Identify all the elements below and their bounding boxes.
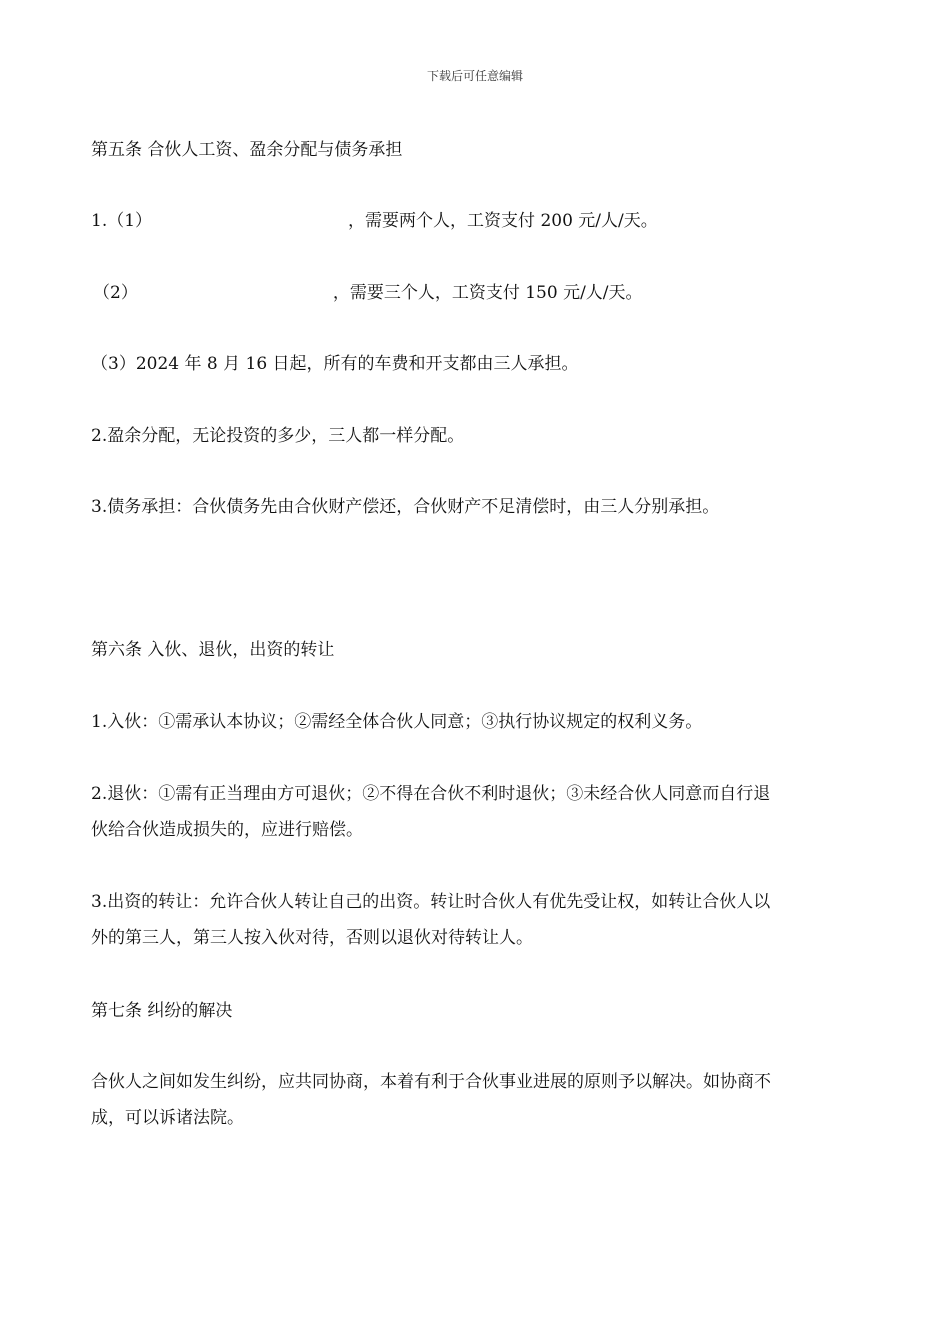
section-5-item-1-1 (91, 203, 871, 239)
section-6-title: 第六条 入伙、退伙，出资的转让 (91, 640, 335, 660)
page-header: 下载后可任意编辑 (426, 69, 523, 83)
section-6-item-2-line-2: 伙给合伙造成损失的，应进行赔偿。 (91, 820, 363, 840)
item-1-2-prefix: （2） (93, 283, 138, 303)
section-5-item-2: 2.盈余分配，无论投资的多少，三人都一样分配。 (91, 426, 465, 446)
item-1-1-suffix: ，需要两个人，工资支付 200 元/人/天。 (348, 211, 658, 231)
section-6-item-1: 1.入伙：①需承认本协议；②需经全体合伙人同意；③执行协议规定的权利义务。 (91, 712, 703, 732)
section-7-body-line-1: 合伙人之间如发生纠纷，应共同协商，本着有利于合伙事业进展的原则予以解决。如协商不 (91, 1072, 771, 1092)
section-7-body-line-2: 成，可以诉诸法院。 (91, 1108, 244, 1128)
section-5-item-3: 3.债务承担：合伙债务先由合伙财产偿还，合伙财产不足清偿时，由三人分别承担。 (91, 497, 720, 517)
section-5-title: 第五条 合伙人工资、盈余分配与债务承担 (91, 140, 403, 160)
section-6-item-2-line-1: 2.退伙：①需有正当理由方可退伙；②不得在合伙不利时退伙；③未经合伙人同意而自行退 (91, 784, 771, 804)
item-1-1-prefix: 1.（1） (91, 211, 153, 231)
section-6-item-3-line-1: 3.出资的转让：允许合伙人转让自己的出资。转让时合伙人有优先受让权，如转让合伙人以 (91, 892, 771, 912)
section-6-item-3-line-2: 外的第三人，第三人按入伙对待，否则以退伙对待转让人。 (91, 928, 533, 948)
item-1-2-suffix: ，需要三个人，工资支付 150 元/人/天。 (332, 283, 643, 303)
section-7-title: 第七条 纠纷的解决 (91, 1001, 233, 1021)
section-5-item-1-3: （3）2024 年 8 月 16 日起，所有的车费和开支都由三人承担。 (91, 354, 579, 374)
section-5-item-1-2 (93, 275, 873, 311)
